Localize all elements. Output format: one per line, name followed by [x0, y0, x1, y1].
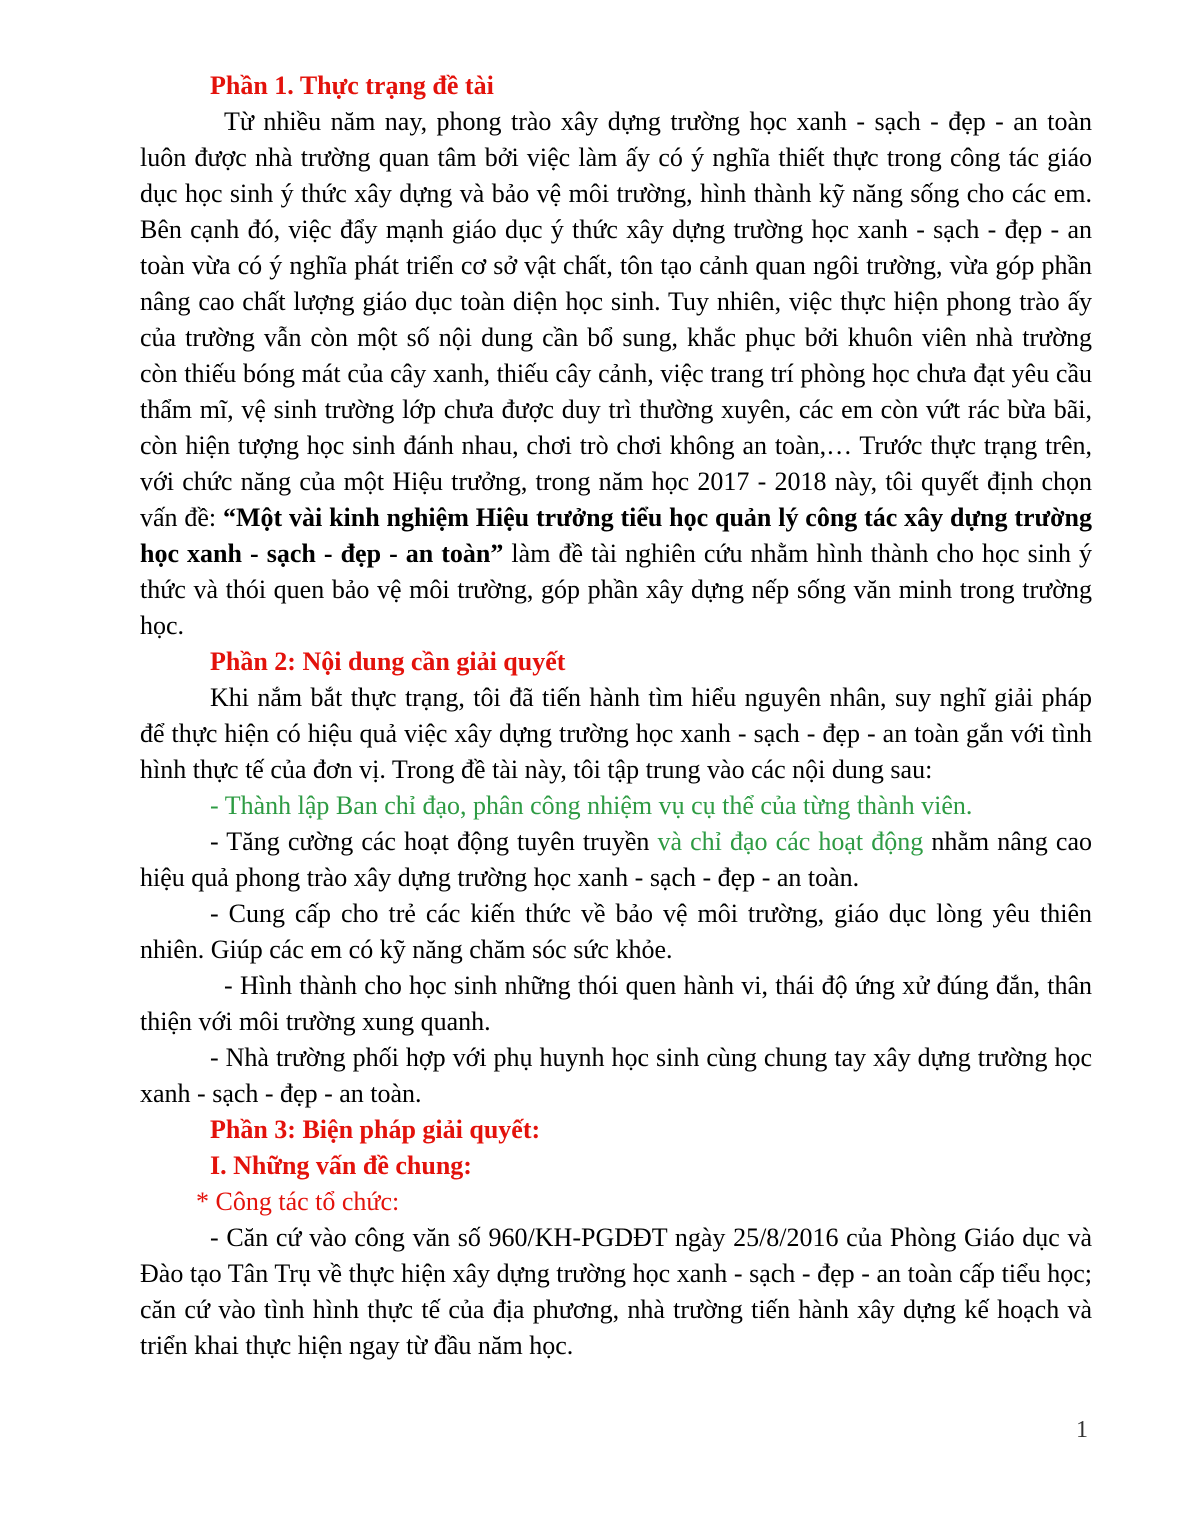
section2-item-2-green: và chỉ đạo các hoạt động — [657, 827, 924, 856]
section3-heading: Phần 3: Biện pháp giải quyết: — [210, 1115, 541, 1144]
section2-intro: Khi nắm bắt thực trạng, tôi đã tiến hành tìm hiểu nguyên nhân, suy nghĩ giải pháp để thực hiện có hiệu quả việc xây dựng trường học xanh - sạch - đẹp - an toàn gắn với tình hình thực tế của đơn vị. Trong đề tài này, tôi tập trung vào các nội dung sau: — [140, 683, 1092, 784]
section2-item-5: - Nhà trường phối hợp với phụ huynh học sinh cùng chung tay xây dựng trường học xanh - sạch - đẹp - an toàn. — [140, 1043, 1092, 1108]
topic-title: “Một vài kinh nghiệm Hiệu trưởng tiểu học quản lý công tác xây dựng trường học xanh - sạch - đẹp - an toàn” — [140, 503, 1092, 568]
section2-item-3: - Cung cấp cho trẻ các kiến thức về bảo vệ môi trường, giáo dục lòng yêu thiên nhiên. Giúp các em có kỹ năng chăm sóc sức khỏe. — [140, 899, 1092, 964]
section2-item-2-after: nhằm nâng cao hiệu quả phong trào xây dựng trường học xanh - sạch - đẹp - an toàn. — [140, 827, 1092, 892]
section3-subheading: I. Những vấn đề chung: — [210, 1151, 472, 1180]
section3-paragraph: - Căn cứ vào công văn số 960/KH-PGDĐT ngày 25/8/2016 của Phòng Giáo dục và Đào tạo Tân Trụ về thực hiện xây dựng trường học xanh - sạch - đẹp - an toàn cấp tiểu học; căn cứ vào tình hình thực tế của địa phương, nhà trường tiến hành xây dựng kế hoạch và triển khai thực hiện ngay từ đầu năm học. — [140, 1223, 1092, 1360]
page-number: 1 — [1076, 1417, 1088, 1443]
document-page — [140, 68, 1092, 1364]
section2-item-2 — [140, 824, 1092, 896]
section2-item-1: - Thành lập Ban chỉ đạo, phân công nhiệm vụ cụ thể của từng thành viên. — [210, 791, 973, 820]
section1-text-after: làm đề tài nghiên cứu nhằm hình thành cho học sinh ý thức và thói quen bảo vệ môi trường, góp phần xây dựng nếp sống văn minh trong trường học. — [140, 539, 1092, 640]
section1-paragraph — [140, 104, 1092, 644]
section1-text-before: Từ nhiều năm nay, phong trào xây dựng trường học xanh - sạch - đẹp - an toàn luôn được nhà trường quan tâm bởi việc làm ấy có ý nghĩa thiết thực trong công tác giáo dục học sinh ý thức xây dựng và bảo vệ môi trường, hình thành kỹ năng sống cho các em. Bên cạnh đó, việc đẩy mạnh giáo dục ý thức xây dựng trường học xanh - sạch - đẹp - an toàn vừa có ý nghĩa phát triển cơ sở vật chất, tôn tạo cảnh quan ngôi trường, vừa góp phần nâng cao chất lượng giáo dục toàn diện học sinh. Tuy nhiên, việc thực hiện phong trào ấy của trường vẫn còn một số nội dung cần bổ sung, khắc phục bởi khuôn viên nhà trường còn thiếu bóng mát của cây xanh, thiếu cây cảnh, việc trang trí phòng học chưa đạt yêu cầu thẩm mĩ, vệ sinh trường lớp chưa được duy trì thường xuyên, các em còn vứt rác bừa bãi, còn hiện tượng học sinh đánh nhau, chơi trò chơi không an toàn,… Trước thực trạng trên, với chức năng của một Hiệu trưởng, trong năm học 2017 - 2018 này, tôi quyết định chọn vấn đề: — [140, 107, 1092, 532]
section2-item-4: - Hình thành cho học sinh những thói quen hành vi, thái độ ứng xử đúng đắn, thân thiện với môi trường xung quanh. — [140, 971, 1092, 1036]
organization-label: * Công tác tổ chức: — [196, 1187, 400, 1216]
section2-item-2-before: - Tăng cường các hoạt động tuyên truyền — [210, 827, 658, 856]
section1-heading: Phần 1. Thực trạng đề tài — [210, 71, 494, 100]
section2-heading: Phần 2: Nội dung cần giải quyết — [210, 647, 566, 676]
